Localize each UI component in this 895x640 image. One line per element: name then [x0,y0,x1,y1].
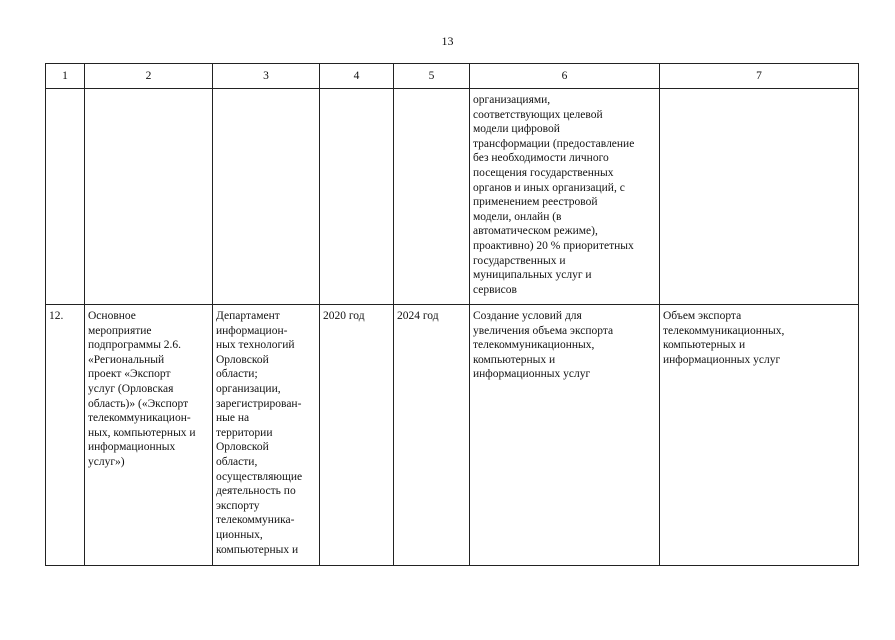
end-year-cell [394,89,470,305]
indicator-cell: Объем экспорта телекоммуникационных, компьютерных и информационных услуг [660,305,859,566]
end-year-cell: 2024 год [394,305,470,566]
column-header: 2 [85,64,213,89]
result-cell: организациями, соответствующих целевой модели цифровой трансформации (предоставление без необходимости личного посещения государственных органов и иных организаций, с применением реестровой модели, онлайн (в автоматическом режиме), проактивно) 20 % приоритетных государственных и муниципальных услуг и сервисов [470,89,660,305]
table-row [46,305,859,566]
start-year-cell [320,89,394,305]
indicator-cell [660,89,859,305]
page-number: 13 [441,34,454,48]
row-number-cell [46,89,85,305]
column-header: 5 [394,64,470,89]
table-row [46,89,859,305]
result-cell: Создание условий для увеличения объема экспорта телекоммуникационных, компьютерных и информационных услуг [470,305,660,566]
column-header: 4 [320,64,394,89]
measure-cell: Основное мероприятие подпрограммы 2.6. «Региональный проект «Экспорт услуг (Орловская область)» («Экспорт телекоммуникацион- ных, компьютерных и информационных услуг») [85,305,213,566]
column-header: 3 [213,64,320,89]
row-number-cell: 12. [46,305,85,566]
measure-cell [85,89,213,305]
start-year-cell: 2020 год [320,305,394,566]
column-header: 7 [660,64,859,89]
table-header-row [46,64,859,89]
column-header: 1 [46,64,85,89]
column-header: 6 [470,64,660,89]
executor-cell: Департамент информацион- ных технологий Орловской области; организации, зарегистрирован- ные на территории Орловской области, осуществляющие деятельность по экспорту телекоммуника- ционных, компьютерных и [213,305,320,566]
executor-cell [213,89,320,305]
measures-table [45,63,859,566]
